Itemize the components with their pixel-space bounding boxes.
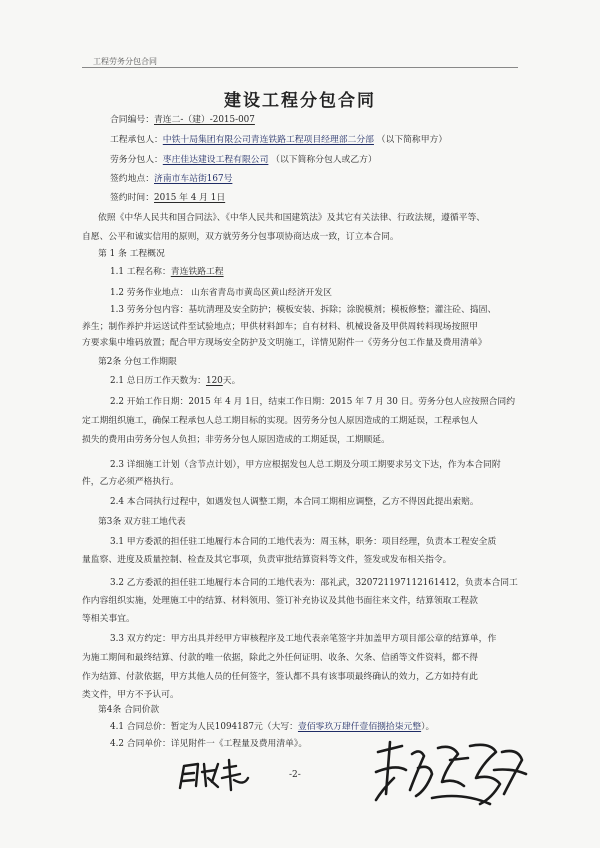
signing-date: 2015 年 4 月 1日 xyxy=(154,193,226,203)
subcontractor-name: 枣庄佳达建设工程有限公司 xyxy=(162,155,269,165)
clause-1-3-line: 1.3 劳务分包内容：基坑清理及安全防护；模板安装、拆除；涂脱模剂；模板修整；灌注砼、捣固、 xyxy=(110,305,497,315)
running-header: 工程劳务分包合同 xyxy=(93,57,157,66)
clause-3-2-line: 3.2 乙方委派的担任驻工地履行本合同的工地代表为：邵礼武，320721197112161412，负责本合同工 xyxy=(110,578,518,588)
article-4-heading: 第4条 合同价款 xyxy=(98,705,160,715)
total-days: 120 xyxy=(205,376,223,386)
clause-1-2: 1.2 劳务作业地点： 山东省青岛市黄岛区黄山经济开发区 xyxy=(110,288,332,298)
clause-2-4: 2.4 本合同执行过程中，如遇发包人调整工期，本合同工期相应调整，乙方不得因此提出索赔。 xyxy=(110,497,479,507)
signing-place: 济南市车站街167号 xyxy=(154,174,233,184)
clause-1-1: 1.1 工程名称：青连铁路工程 xyxy=(110,267,224,277)
contractor-name: 中铁十局集团有限公司青连铁路工程项目经理部二分部 xyxy=(162,135,374,145)
page-number: -2- xyxy=(289,770,301,780)
subcontractor-line: 劳务分包人：枣庄佳达建设工程有限公司 （以下简称分包人或乙方） xyxy=(110,155,377,165)
contractor-line: 工程承包人：中铁十局集团有限公司青连铁路工程项目经理部二分部 （以下简称甲方） xyxy=(110,135,448,145)
article-1-heading: 第 1 条 工程概况 xyxy=(98,249,165,259)
clause-2-2-line: 定工期组织施工，确保工程承包人总工期目标的实现。因劳务分包人原因造成的工期延误，工程承包人 xyxy=(82,416,478,426)
clause-2-3-line: 件，乙方必须严格执行。 xyxy=(82,477,179,487)
signing-place-line: 签约地点：济南市车站街167号 xyxy=(110,174,233,184)
contract-amount-capital: 壹佰零玖万肆仟壹佰捌拾柒元整 xyxy=(297,722,422,732)
contract-number: 青连二-（建）-2015-007 xyxy=(154,115,255,125)
intro-line: 自愿、公平和诚实信用的原则，双方就劳务分包事项协商达成一致，订立本合同。 xyxy=(82,232,399,242)
clause-2-3-line: 2.3 详细施工计划（含节点计划），甲方应根据发包人总工期及分项工期要求另文下达，作为本合同附 xyxy=(110,460,501,470)
clause-1-3-line: 方要求集中堆码放置；配合甲方现场安全防护及文明施工，详情见附件一《劳务分包工作量及费用清单》 xyxy=(82,338,487,348)
clause-4-1: 4.1 合同总价：暂定为人民1094187元（大写：壹佰零玖万肆仟壹佰捌拾柒元整）。 xyxy=(110,722,435,732)
clause-3-3-line: 作为结算、付款依据，甲方其他人员的任何签字，签认都不具有该事项最终确认的效力，乙方如持有此 xyxy=(82,672,478,682)
clause-3-1-line: 量监察、进度及质量控制、检查及其它事项，负责审批结算资料等文件，签发或发布相关指令。 xyxy=(82,555,452,565)
clause-2-2-line: 损失的费用由劳务分包人负担；非劳务分包人原因造成的工期延误，工期顺延。 xyxy=(82,435,390,445)
clause-4-2: 4.2 合同单价：详见附件一《工程量及费用清单》。 xyxy=(110,739,308,749)
clause-2-1: 2.1 总日历工作天数为：120天。 xyxy=(110,376,241,386)
clause-2-2-line: 2.2 开始工作日期：2015 年 4 月 1日，结束工作日期：2015 年 7 月 30 日。劳务分包人应按照合同约 xyxy=(110,397,516,407)
clause-3-3-line: 类文件，甲方不予认可。 xyxy=(82,690,179,700)
article-3-heading: 第3条 双方驻工地代表 xyxy=(98,517,186,527)
contract-amount: 1094187 xyxy=(214,722,254,732)
right-signature xyxy=(372,734,530,818)
clause-3-1-line: 3.1 甲方委派的担任驻工地履行本合同的工地代表为：周玉林，职务：项目经理，负责本工程安全质 xyxy=(110,537,497,547)
clause-3-3-line: 3.3 双方约定：甲方出具并经甲方审核程序及工地代表亲笔签字并加盖甲方项目部公章的结算单，作 xyxy=(110,634,497,644)
clause-1-3-line: 养生；制作养护并运送试件至试验地点；甲供材料卸车；自有材料、机械设备及甲供周转料现场按照甲 xyxy=(82,322,478,332)
intro-line: 依照《中华人民共和国合同法》、《中华人民共和国建筑法》及其它有关法律、行政法规，遵循平等、 xyxy=(98,213,486,223)
clause-3-3-line: 为施工期间和最终结算、付款的唯一依据，除此之外任何证明、收条、欠条、信函等文件资料，都不得 xyxy=(82,653,478,663)
project-name: 青连铁路工程 xyxy=(170,267,224,277)
clause-3-2-line: 作内容组织实施，处理施工中的结算、材料领用、签订补充协议及其他书面往来文件，结算领取工程款 xyxy=(82,596,478,606)
contract-number-line: 合同编号：青连二-（建）-2015-007 xyxy=(110,115,255,125)
document-title: 建设工程分包合同 xyxy=(224,91,376,111)
clause-3-2-line: 等相关事宜。 xyxy=(82,614,135,624)
header-rule xyxy=(82,67,518,68)
left-signature xyxy=(174,756,252,796)
signing-date-line: 签约时间：2015 年 4 月 1日 xyxy=(110,193,226,203)
article-2-heading: 第2条 分包工作期限 xyxy=(98,357,177,367)
